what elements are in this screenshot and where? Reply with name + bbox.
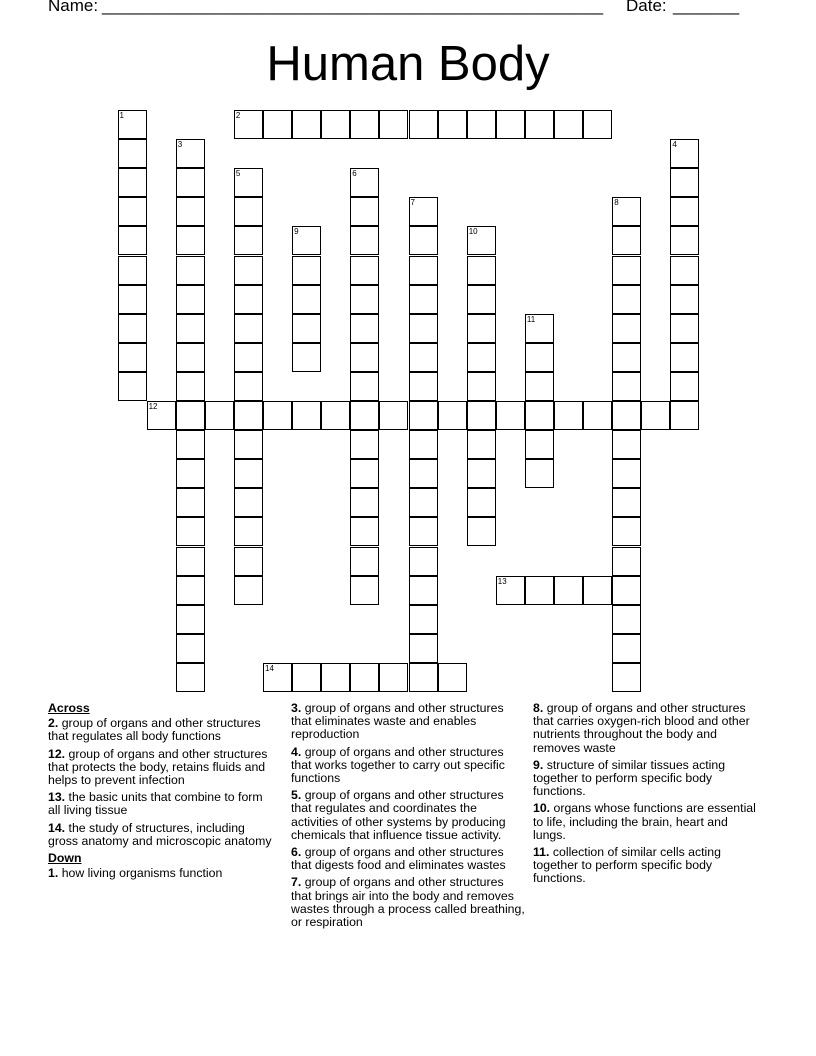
- crossword-cell[interactable]: [467, 517, 496, 546]
- crossword-cell[interactable]: [670, 256, 699, 285]
- clue-number: 14.: [48, 820, 66, 835]
- clue-across-13: [48, 791, 273, 817]
- clue-number: 2.: [48, 716, 59, 731]
- crossword-cell[interactable]: [496, 110, 525, 139]
- crossword-cell[interactable]: [350, 197, 379, 226]
- crossword-cell[interactable]: [409, 343, 438, 372]
- crossword-cell[interactable]: [467, 459, 496, 488]
- clue-column-2: [291, 702, 526, 933]
- crossword-cell[interactable]: [176, 285, 205, 314]
- crossword-cell[interactable]: [234, 343, 263, 372]
- crossword-cell[interactable]: [292, 343, 321, 372]
- crossword-cell[interactable]: [379, 401, 408, 430]
- clue-number-label: 11: [526, 314, 536, 324]
- crossword-cell[interactable]: [176, 663, 205, 692]
- crossword-cell[interactable]: [409, 634, 438, 663]
- clue-down-3: [291, 702, 526, 742]
- clue-number-label: 1: [119, 111, 124, 120]
- crossword-cell[interactable]: [118, 197, 147, 226]
- crossword-cell[interactable]: [670, 226, 699, 255]
- crossword-cell[interactable]: [379, 110, 408, 139]
- crossword-cell[interactable]: [409, 110, 438, 139]
- crossword-cell[interactable]: [350, 547, 379, 576]
- crossword-cell[interactable]: [612, 401, 641, 430]
- crossword-cell[interactable]: [176, 547, 205, 576]
- crossword-cell[interactable]: [118, 139, 147, 168]
- crossword-cell[interactable]: [350, 663, 379, 692]
- clue-down-10: [533, 802, 758, 842]
- crossword-cell[interactable]: [292, 401, 321, 430]
- crossword-cell[interactable]: [409, 430, 438, 459]
- crossword-cell[interactable]: [670, 168, 699, 197]
- clue-text: structure of similar tissues acting together to perform specific body functions.: [533, 757, 726, 799]
- clue-across-2: [48, 717, 273, 743]
- crossword-cell[interactable]: [467, 372, 496, 401]
- clue-text: group of organs and other structures that eliminates waste and enables reproduction: [291, 701, 504, 742]
- clue-number-label: 7: [410, 198, 415, 208]
- clue-number: 7.: [291, 875, 302, 890]
- crossword-cell[interactable]: [670, 314, 699, 343]
- crossword-cell[interactable]: [612, 430, 641, 459]
- crossword-cell[interactable]: [612, 576, 641, 605]
- date-label: Date:: [626, 0, 667, 15]
- crossword-cell[interactable]: [118, 314, 147, 343]
- clue-number: 5.: [291, 788, 302, 803]
- crossword-cell[interactable]: [234, 488, 263, 517]
- down-heading: Down: [48, 851, 82, 866]
- clue-number-label: 12: [148, 402, 158, 411]
- date-field[interactable]: _______: [673, 0, 740, 15]
- crossword-cell[interactable]: [525, 372, 554, 401]
- crossword-cell[interactable]: [525, 343, 554, 372]
- crossword-cell[interactable]: [525, 576, 554, 605]
- crossword-cell[interactable]: [350, 256, 379, 285]
- crossword-cell[interactable]: [612, 459, 641, 488]
- crossword-cell[interactable]: [612, 226, 641, 255]
- crossword-cell[interactable]: [612, 314, 641, 343]
- clue-number-label: 14: [265, 663, 274, 673]
- clue-number: 9.: [533, 757, 544, 772]
- crossword-cell[interactable]: [292, 285, 321, 314]
- crossword-cell[interactable]: [263, 401, 292, 430]
- crossword-cell[interactable]: [438, 401, 467, 430]
- clue-text: group of organs and other structures that works together to carry out specific functions: [291, 744, 505, 786]
- clue-down-11: [533, 846, 758, 886]
- clue-text: group of organs and other structures that digests food and eliminates wastes: [291, 845, 506, 873]
- crossword-cell[interactable]: [612, 517, 641, 546]
- clue-text: group of organs and other structures that regulates all body functions: [48, 716, 261, 744]
- crossword-cell[interactable]: [612, 256, 641, 285]
- crossword-cell[interactable]: [467, 110, 496, 139]
- crossword-cell[interactable]: [496, 401, 525, 430]
- name-field[interactable]: _____________________________________________________: [102, 0, 604, 15]
- crossword-cell[interactable]: [612, 663, 641, 692]
- crossword-cell[interactable]: [292, 663, 321, 692]
- clue-across-14: [48, 822, 273, 848]
- crossword-cell[interactable]: [467, 488, 496, 517]
- crossword-cell[interactable]: [525, 401, 554, 430]
- crossword-cell[interactable]: [176, 168, 205, 197]
- crossword-cell[interactable]: [670, 197, 699, 226]
- crossword-cell[interactable]: [409, 517, 438, 546]
- crossword-cell[interactable]: [118, 168, 147, 197]
- crossword-cell[interactable]: [234, 576, 263, 605]
- clue-number: 11.: [533, 845, 550, 860]
- clue-number: 6.: [291, 845, 302, 860]
- crossword-cell[interactable]: [670, 372, 699, 401]
- crossword-cell[interactable]: [409, 663, 438, 692]
- name-label: Name:: [48, 0, 99, 15]
- crossword-cell[interactable]: [234, 314, 263, 343]
- clue-column-3: [533, 702, 758, 890]
- clue-text: the basic units that combine to form all living tissue: [48, 790, 263, 818]
- crossword-cell[interactable]: [176, 576, 205, 605]
- crossword-cell[interactable]: [176, 488, 205, 517]
- crossword-cell[interactable]: [350, 372, 379, 401]
- clue-text: organs whose functions are essential to life, including the brain, heart and lungs.: [533, 801, 756, 842]
- crossword-cell[interactable]: [118, 285, 147, 314]
- crossword-cell[interactable]: [263, 110, 292, 139]
- clue-down-5: [291, 789, 526, 842]
- crossword-cell[interactable]: [525, 430, 554, 459]
- crossword-cell[interactable]: [350, 314, 379, 343]
- crossword-cell[interactable]: [438, 663, 467, 692]
- crossword-cell[interactable]: [234, 256, 263, 285]
- clue-number-label: 10: [468, 227, 478, 237]
- clue-number: 3.: [291, 701, 302, 715]
- crossword-cell[interactable]: [350, 401, 379, 430]
- crossword-cell[interactable]: [350, 459, 379, 488]
- crossword-cell[interactable]: [205, 401, 234, 430]
- clue-down-6: [291, 846, 526, 872]
- clue-text: group of organs and other structures that protects the body, retains fluids and helps to prevent infection: [48, 746, 268, 788]
- crossword-cell[interactable]: [176, 226, 205, 255]
- crossword-cell[interactable]: [409, 226, 438, 255]
- crossword-cell[interactable]: [176, 401, 205, 430]
- crossword-cell[interactable]: [438, 110, 467, 139]
- crossword-cell[interactable]: [234, 547, 263, 576]
- crossword-cell[interactable]: [176, 605, 205, 634]
- clue-number-label: 5: [235, 169, 241, 179]
- crossword-cell[interactable]: [118, 226, 147, 255]
- crossword-cell[interactable]: [234, 197, 263, 226]
- crossword-cell[interactable]: [292, 256, 321, 285]
- clue-across-12: [48, 748, 273, 788]
- crossword-cell[interactable]: [554, 401, 583, 430]
- clue-number: 4.: [291, 744, 302, 759]
- clue-number: 8.: [533, 701, 544, 715]
- clue-number-label: 8: [614, 198, 619, 208]
- clue-down-7: [291, 876, 526, 929]
- crossword-cell[interactable]: [525, 459, 554, 488]
- clue-text: group of organs and other structures that brings air into the body and removes wastes through a process called breathing, or respiration: [291, 875, 525, 930]
- clue-text: how living organisms function: [61, 866, 223, 881]
- crossword-cell[interactable]: [409, 605, 438, 634]
- crossword-cell[interactable]: [176, 256, 205, 285]
- clue-text: collection of similar cells acting together to perform specific body functions.: [533, 845, 721, 886]
- clue-text: group of organs and other structures that regulates and coordinates the activities of other systems by producing chemicals that influence tissue activity.: [291, 788, 506, 842]
- crossword-cell[interactable]: [554, 576, 583, 605]
- crossword-cell[interactable]: [467, 343, 496, 372]
- crossword-cell[interactable]: [554, 110, 583, 139]
- clue-text: the study of structures, including gross anatomy and microscopic anatomy: [48, 820, 272, 848]
- crossword-cell[interactable]: [409, 459, 438, 488]
- crossword-cell[interactable]: [583, 576, 612, 605]
- crossword-cell[interactable]: [176, 517, 205, 546]
- crossword-cell[interactable]: [467, 285, 496, 314]
- crossword-cell[interactable]: [292, 110, 321, 139]
- crossword-cell[interactable]: [292, 314, 321, 343]
- crossword-cell[interactable]: [612, 372, 641, 401]
- crossword-cell[interactable]: [409, 314, 438, 343]
- crossword-cell[interactable]: [234, 226, 263, 255]
- crossword-cell[interactable]: [176, 314, 205, 343]
- crossword-cell[interactable]: [612, 605, 641, 634]
- clue-down-1: [48, 867, 273, 880]
- clue-number-label: 6: [352, 169, 357, 179]
- crossword-cell[interactable]: [670, 285, 699, 314]
- crossword-cell[interactable]: [409, 372, 438, 401]
- clue-number-label: 4: [672, 140, 677, 150]
- crossword-cell[interactable]: [467, 430, 496, 459]
- crossword-cell[interactable]: [670, 343, 699, 372]
- crossword-cell[interactable]: [467, 314, 496, 343]
- crossword-cell[interactable]: [409, 576, 438, 605]
- crossword-cell[interactable]: [118, 256, 147, 285]
- crossword-cell[interactable]: [525, 110, 554, 139]
- crossword-cell[interactable]: [379, 663, 408, 692]
- crossword-cell[interactable]: [234, 285, 263, 314]
- page-title: Human Body: [266, 37, 550, 91]
- crossword-cell[interactable]: [350, 343, 379, 372]
- crossword-cell[interactable]: [670, 401, 699, 430]
- crossword-cell[interactable]: [234, 401, 263, 430]
- clue-number: 10.: [533, 801, 551, 816]
- crossword-cell[interactable]: [176, 459, 205, 488]
- crossword-cell[interactable]: [321, 663, 350, 692]
- crossword-cell[interactable]: [409, 547, 438, 576]
- clue-number-label: 3: [177, 140, 183, 150]
- crossword-cell[interactable]: [118, 343, 147, 372]
- clue-down-8: [533, 702, 758, 755]
- crossword-cell[interactable]: [612, 285, 641, 314]
- crossword-cell[interactable]: [350, 285, 379, 314]
- clue-number: 13.: [48, 790, 66, 805]
- clue-number-label: 2: [235, 111, 241, 120]
- crossword-cell[interactable]: [612, 488, 641, 517]
- crossword-cell[interactable]: [409, 285, 438, 314]
- crossword-cell[interactable]: [350, 488, 379, 517]
- crossword-cell[interactable]: [467, 401, 496, 430]
- crossword-cell[interactable]: [321, 110, 350, 139]
- crossword-cell[interactable]: [612, 547, 641, 576]
- clue-number: 12.: [48, 746, 66, 761]
- across-heading: Across: [48, 701, 90, 715]
- crossword-cell[interactable]: [234, 372, 263, 401]
- crossword-cell[interactable]: [234, 517, 263, 546]
- crossword-cell[interactable]: [583, 110, 612, 139]
- crossword-cell[interactable]: [409, 401, 438, 430]
- crossword-cell[interactable]: [176, 634, 205, 663]
- crossword-cell[interactable]: [118, 372, 147, 401]
- crossword-cell[interactable]: [350, 110, 379, 139]
- clue-down-9: [533, 759, 758, 799]
- crossword-cell[interactable]: [234, 459, 263, 488]
- crossword-cell[interactable]: [176, 343, 205, 372]
- crossword-cell[interactable]: [321, 401, 350, 430]
- crossword-cell[interactable]: [350, 517, 379, 546]
- crossword-cell[interactable]: [176, 197, 205, 226]
- crossword-cell[interactable]: [176, 372, 205, 401]
- crossword-cell[interactable]: [583, 401, 612, 430]
- clue-number-label: 9: [294, 227, 299, 237]
- clue-column-1: [48, 702, 273, 884]
- crossword-cell[interactable]: [612, 343, 641, 372]
- crossword-cell[interactable]: [350, 576, 379, 605]
- clue-down-4: [291, 746, 526, 786]
- clue-number-label: 13: [497, 576, 507, 586]
- crossword-cell[interactable]: [612, 634, 641, 663]
- crossword-cell[interactable]: [467, 256, 496, 285]
- crossword-cell[interactable]: [409, 488, 438, 517]
- crossword-cell[interactable]: [176, 430, 205, 459]
- crossword-cell[interactable]: [409, 256, 438, 285]
- clue-number: 1.: [48, 866, 59, 881]
- crossword-cell[interactable]: [350, 226, 379, 255]
- clue-text: group of organs and other structures that carries oxygen-rich blood and other nutrients throughout the body and removes waste: [533, 701, 750, 755]
- crossword-cell[interactable]: [234, 430, 263, 459]
- crossword-cell[interactable]: [641, 401, 670, 430]
- crossword-cell[interactable]: [350, 430, 379, 459]
